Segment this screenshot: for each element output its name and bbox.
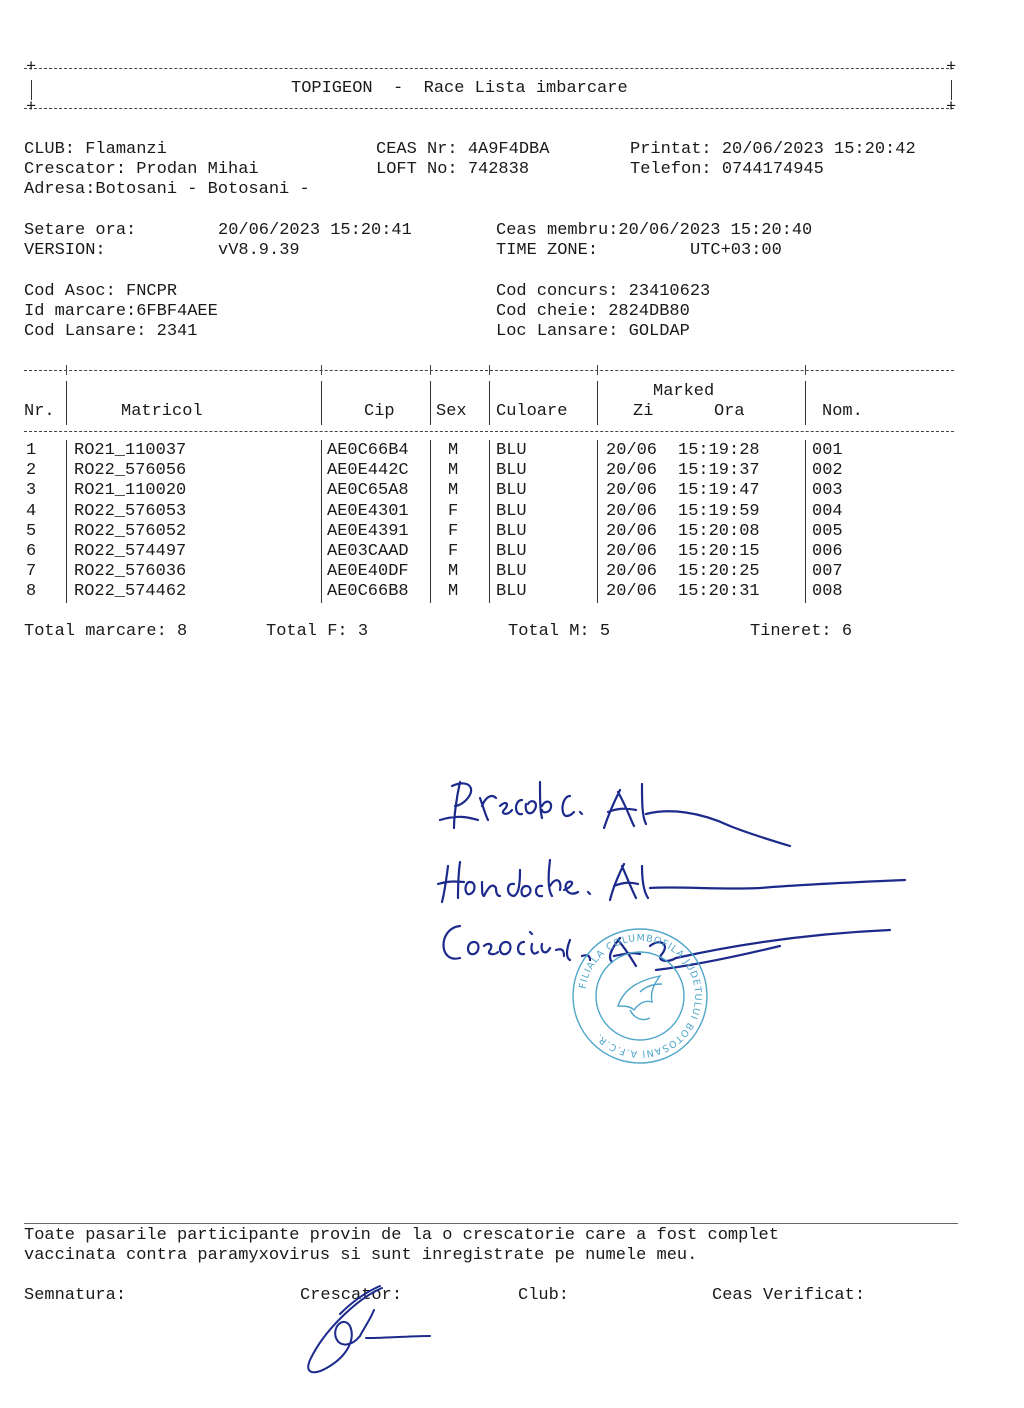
cell-nom: 007 <box>812 562 843 582</box>
cod-cheie: Cod cheie: 2824DB80 <box>496 302 690 321</box>
corner-plus: + <box>26 98 37 117</box>
semnatura-label: Semnatura: <box>24 1286 127 1305</box>
cell-cip: AE0E4391 <box>327 521 409 541</box>
col-divider <box>489 440 490 603</box>
title-border-top <box>24 68 954 69</box>
id-marcare: Id marcare:6FBF4AEE <box>24 302 218 321</box>
col-divider <box>805 381 806 425</box>
club-line: CLUB: Flamanzi <box>24 140 167 159</box>
cell-nr: 6 <box>26 542 37 561</box>
header-culoare: Culoare <box>496 402 568 421</box>
cell-sex: M <box>448 461 459 481</box>
adresa-line: Adresa:Botosani - Botosani - <box>24 180 310 199</box>
col-divider <box>597 440 598 603</box>
cell-zi: 20/06 <box>606 501 658 521</box>
stamp-text: FILIALA COLUMBOFILA JUDETULUI BOTOSANI A.F.C.R. <box>577 932 704 1060</box>
header-ora: Ora <box>714 402 745 421</box>
header-zi: Zi <box>633 402 654 421</box>
setare-ora-value: 20/06/2023 15:20:41 <box>218 221 412 240</box>
cell-ora: 15:19:37 <box>678 461 760 481</box>
printat: Printat: 20/06/2023 15:20:42 <box>630 140 916 159</box>
cell-culoare: BLU <box>496 582 527 602</box>
col-junction <box>66 365 67 375</box>
cell-nom: 006 <box>812 542 843 561</box>
title-border-bottom <box>24 108 954 109</box>
cell-cip: AE03CAAD <box>327 542 409 561</box>
col-junction <box>597 365 598 375</box>
cell-sex: M <box>448 481 459 501</box>
cell-zi: 20/06 <box>606 481 658 501</box>
header-nr: Nr. <box>24 402 55 421</box>
corner-plus: + <box>946 58 957 77</box>
cell-culoare: BLU <box>496 521 527 541</box>
cell-sex: M <box>448 441 459 460</box>
signature-stroke-1 <box>440 782 790 846</box>
time-zone-label: TIME ZONE: <box>496 241 599 260</box>
col-divider <box>66 440 67 603</box>
version-value: vV8.9.39 <box>218 241 300 260</box>
cell-nom: 002 <box>812 461 843 481</box>
cell-culoare: BLU <box>496 441 527 460</box>
cell-nr: 2 <box>26 461 37 481</box>
cod-asoc: Cod Asoc: FNCPR <box>24 282 178 301</box>
cell-ora: 15:20:31 <box>678 582 760 602</box>
header-nom: Nom. <box>822 402 863 421</box>
cell-zi: 20/06 <box>606 562 658 582</box>
header-matricol: Matricol <box>121 402 203 421</box>
cell-culoare: BLU <box>496 501 527 521</box>
cell-sex: M <box>448 562 459 582</box>
crescator-label: Crescator: <box>300 1286 403 1305</box>
cell-zi: 20/06 <box>606 521 658 541</box>
breeder-signature <box>300 1280 440 1380</box>
cell-sex: F <box>448 542 459 561</box>
col-divider <box>430 381 431 425</box>
setare-ora-label: Setare ora: <box>24 221 137 240</box>
time-zone-value: UTC+03:00 <box>690 241 782 260</box>
cell-matricol: RO22_576052 <box>74 521 187 541</box>
col-divider <box>489 381 490 425</box>
table-header-rule <box>24 431 954 432</box>
cell-matricol: RO21_110037 <box>74 441 187 460</box>
col-divider <box>66 381 67 425</box>
col-divider <box>321 381 322 425</box>
cell-ora: 15:19:47 <box>678 481 760 501</box>
cell-cip: AE0C66B4 <box>327 441 409 460</box>
cell-cip: AE0E40DF <box>327 562 409 582</box>
col-junction <box>430 365 431 375</box>
col-divider <box>805 440 806 603</box>
col-divider <box>597 381 598 425</box>
pigeon-icon <box>618 976 662 1020</box>
cell-ora: 15:20:15 <box>678 542 760 561</box>
page-title: TOPIGEON - Race Lista imbarcare <box>291 79 628 98</box>
col-divider <box>321 440 322 603</box>
cell-matricol: RO21_110020 <box>74 481 187 501</box>
title-border-left <box>31 80 32 100</box>
telefon: Telefon: 0744174945 <box>630 160 824 179</box>
ceas-nr: CEAS Nr: 4A9F4DBA <box>376 140 550 159</box>
cell-matricol: RO22_576036 <box>74 562 187 582</box>
col-junction <box>805 365 806 375</box>
cell-ora: 15:19:59 <box>678 501 760 521</box>
crescator-line: Crescator: Prodan Mihai <box>24 160 259 179</box>
header-marked: Marked <box>653 382 715 401</box>
loft-no: LOFT No: 742838 <box>376 160 530 179</box>
cell-nr: 7 <box>26 562 37 582</box>
cell-ora: 15:19:28 <box>678 441 760 460</box>
cell-cip: AE0E442C <box>327 461 409 481</box>
total-m: Total M: 5 <box>508 622 611 641</box>
col-divider <box>430 440 431 603</box>
tineret: Tineret: 6 <box>750 622 853 641</box>
cod-lansare: Cod Lansare: 2341 <box>24 322 198 341</box>
cell-cip: AE0C66B8 <box>327 582 409 602</box>
declaration-line-1: Toate pasarile participante provin de la o crescatorie care a fost complet <box>24 1226 779 1245</box>
cod-concurs: Cod concurs: 23410623 <box>496 282 711 301</box>
version-label: VERSION: <box>24 241 106 260</box>
cell-nom: 001 <box>812 441 843 460</box>
total-f: Total F: 3 <box>266 622 369 641</box>
cell-nr: 5 <box>26 521 37 541</box>
cell-sex: F <box>448 521 459 541</box>
cell-matricol: RO22_576056 <box>74 461 187 481</box>
cell-nr: 8 <box>26 582 37 602</box>
cell-ora: 15:20:08 <box>678 521 760 541</box>
declaration-line-2: vaccinata contra paramyxovirus si sunt inregistrate pe numele meu. <box>24 1246 698 1265</box>
cell-culoare: BLU <box>496 481 527 501</box>
col-junction <box>321 365 322 375</box>
ceas-verificat-label: Ceas Verificat: <box>712 1286 866 1305</box>
cell-cip: AE0C65A8 <box>327 481 409 501</box>
footer-rule <box>24 1223 958 1224</box>
cell-culoare: BLU <box>496 542 527 561</box>
ceas-membru: Ceas membru:20/06/2023 15:20:40 <box>496 221 813 240</box>
cell-zi: 20/06 <box>606 582 658 602</box>
cell-nom: 004 <box>812 501 843 521</box>
corner-plus: + <box>946 98 957 117</box>
col-junction <box>489 365 490 375</box>
club-stamp <box>570 926 710 1066</box>
cell-nr: 1 <box>26 441 37 460</box>
cell-nr: 4 <box>26 501 37 521</box>
cell-zi: 20/06 <box>606 461 658 481</box>
cell-culoare: BLU <box>496 562 527 582</box>
cell-zi: 20/06 <box>606 542 658 561</box>
cell-matricol: RO22_574497 <box>74 542 187 561</box>
club-label: Club: <box>518 1286 570 1305</box>
cell-nom: 003 <box>812 481 843 501</box>
cell-nom: 005 <box>812 521 843 541</box>
total-marcare: Total marcare: 8 <box>24 622 188 641</box>
header-sex: Sex <box>436 402 467 421</box>
title-border-right <box>951 80 952 100</box>
cell-matricol: RO22_576053 <box>74 501 187 521</box>
cell-sex: M <box>448 582 459 602</box>
cell-nom: 008 <box>812 582 843 602</box>
cell-nr: 3 <box>26 481 37 501</box>
cell-ora: 15:20:25 <box>678 562 760 582</box>
cell-culoare: BLU <box>496 461 527 481</box>
cell-cip: AE0E4301 <box>327 501 409 521</box>
cell-sex: F <box>448 501 459 521</box>
header-cip: Cip <box>364 402 395 421</box>
cell-matricol: RO22_574462 <box>74 582 187 602</box>
signature-stroke-2 <box>438 860 905 902</box>
cell-zi: 20/06 <box>606 441 658 460</box>
loc-lansare: Loc Lansare: GOLDAP <box>496 322 690 341</box>
corner-plus: + <box>26 58 37 77</box>
